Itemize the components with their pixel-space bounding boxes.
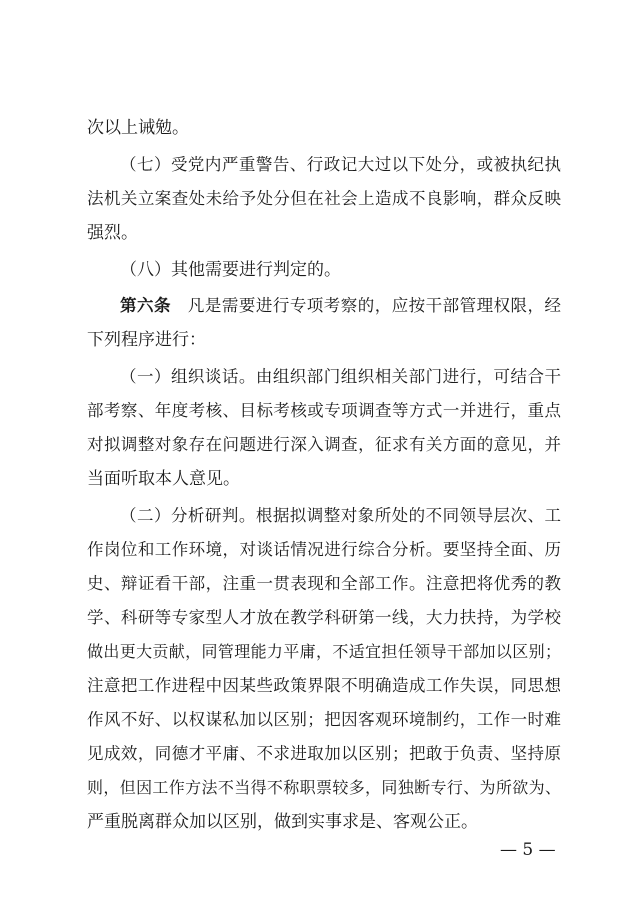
- line-text: 做出更大贡献，同管理能力平庸，不适宜担任领导干部加以区别；: [87, 642, 561, 661]
- line-text: 法机关立案查处未给予处分但在社会上造成不良影响，群众反映: [87, 189, 561, 208]
- line-text: 注意把工作进程中因某些政策界限不明确造成工作失误，同思想: [87, 676, 561, 695]
- text-line-9: [87, 395, 561, 427]
- line-text: 则，但因工作方法不当得不称职票较多，同独断专行、为所欲为、: [87, 778, 561, 797]
- text-line-8: [120, 361, 561, 393]
- line-text: 下列程序进行：: [87, 330, 206, 350]
- text-line-10: [87, 429, 561, 461]
- line-text: 严重脱离群众加以区别，做到实事求是、客观公正。: [87, 812, 478, 832]
- text-line-6: [120, 290, 561, 322]
- line-text: （八）其他需要进行判定的。: [120, 260, 341, 280]
- line-text: 次以上诫勉。: [87, 118, 189, 138]
- text-line-19: [87, 738, 561, 770]
- article-heading: 第六条: [120, 296, 171, 315]
- line-text: 对拟调整对象存在问题进行深入调查，征求有关方面的意见，并: [87, 435, 561, 454]
- text-line-18: [87, 704, 561, 736]
- line-text: 当面听取本人意见。: [87, 469, 240, 489]
- text-line-2: [120, 149, 561, 181]
- line-text: （一）组织谈话。由组织部门组织相关部门进行，可结合干: [120, 367, 561, 386]
- line-text: 学、科研等专家型人才放在教学科研第一线，大力扶持，为学校: [87, 608, 561, 627]
- text-line-13: [87, 534, 561, 566]
- line-text: 作岗位和工作环境，对谈话情况进行综合分析。要坚持全面、历: [87, 540, 561, 559]
- line-text: 史、辩证看干部，注重一贯表现和全部工作。注意把将优秀的教: [87, 574, 561, 593]
- text-line-11: [87, 463, 561, 495]
- text-line-20: [87, 772, 561, 804]
- text-line-4: [87, 217, 561, 249]
- line-text: 作风不好、以权谋私加以区别；把因客观环境制约，工作一时难: [87, 710, 561, 729]
- text-line-16: [87, 636, 561, 668]
- text-line-15: [87, 602, 561, 634]
- text-line-21: [87, 806, 561, 838]
- text-line-7: [87, 324, 561, 356]
- text-line-14: [87, 568, 561, 600]
- line-text: （七）受党内严重警告、行政记大过以下处分，或被执纪执: [120, 155, 561, 174]
- line-text: 部考察、年度考核、目标考核或专项调查等方式一并进行，重点: [87, 401, 561, 420]
- text-line-17: [87, 670, 561, 702]
- text-line-5: [120, 254, 561, 286]
- line-text: 见成效，同德才平庸、不求进取加以区别；把敢于负责、坚持原: [87, 744, 561, 763]
- line-text: （二）分析研判。根据拟调整对象所处的不同领导层次、工: [120, 506, 561, 525]
- page-number: — 5 —: [500, 840, 556, 860]
- text-line-12: [120, 500, 561, 532]
- text-line-1: [87, 112, 561, 144]
- line-text: 凡是需要进行专项考察的，应按干部管理权限，经: [170, 296, 562, 315]
- line-text: 强烈。: [87, 223, 138, 243]
- text-line-3: [87, 183, 561, 215]
